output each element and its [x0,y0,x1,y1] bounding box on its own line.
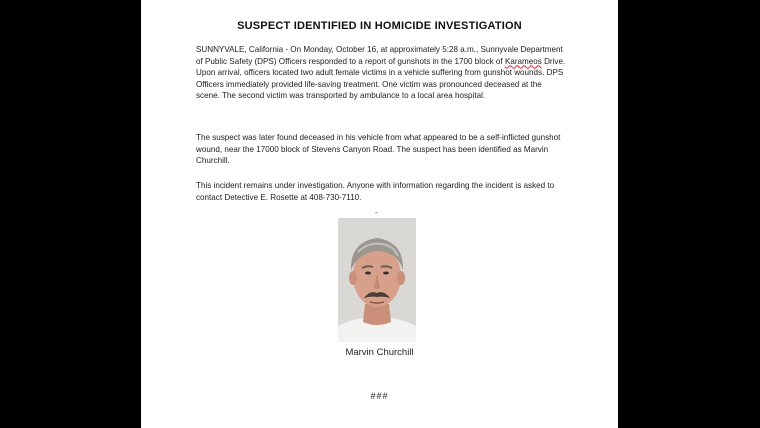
paragraph-contact: This incident remains under investigation. Anyone with information regarding the incident is asked to contact Detective E. Rosette at 408-730-7110. [196,181,555,202]
suspect-portrait-image [338,218,416,342]
paragraph-incident-text-2: Drive. Upon arrival, officers located two adult female victims in a vehicle suffering from gunshot wounds. DPS Officers immediately provided life-saving treatment. One victim was pronounced deceased at the scene. The second victim was transported by ambulance to a local area hospital. [196,56,566,100]
street-name: Karameos [504,56,542,66]
paragraph-incident-text-1: SUNNYVALE, California - On Monday, October 16, at approximately 5:28 a.m., Sunnyvale Department of Public Safety (DPS) Officers responded to a report of gunshots in the 1700 block of [196,45,563,66]
photo-caption: Marvin Churchill [345,347,414,358]
press-release-page [141,0,618,428]
document-title: SUSPECT IDENTIFIED IN HOMICIDE INVESTIGATION [237,20,522,32]
end-mark: ### [370,391,389,401]
suspect-photo [338,218,416,342]
paragraph-suspect: The suspect was later found deceased in his vehicle from what appeared to be a self-inflicted gunshot wound, near the 17000 block of Stevens Canyon Road. The suspect has been identified as Marvin Churchill. [196,133,561,165]
separator-dash: - [375,208,378,217]
paragraph-incident [196,44,566,102]
